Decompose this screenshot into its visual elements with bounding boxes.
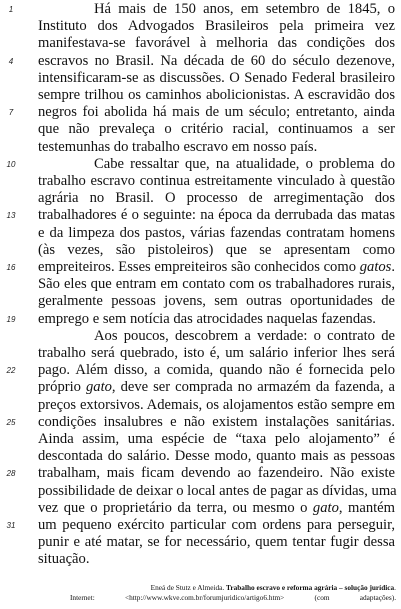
- text-segment: trabalho será quebrado, isto é, um salário inferior lhes será: [38, 345, 395, 361]
- text-segment: Aos poucos, descobrem a verdade: o contrato de: [94, 327, 395, 344]
- text-segment: condições insalubres e não existem instalações sanitárias.: [38, 413, 395, 430]
- line-text: [38, 551, 395, 568]
- citation-adapt-note: (com adaptações).: [314, 592, 397, 602]
- italic-term: gato: [85, 379, 112, 396]
- citation-authors: Eneá de Stutz e Almeida.: [150, 583, 225, 592]
- text-line: [0, 448, 401, 465]
- text-segment: intensificaram-se as discussões. O Senado Federal brasileiro: [38, 69, 395, 86]
- text-line: [0, 293, 401, 310]
- text-segment: um pequeno exército particular com ordens para perseguir,: [38, 517, 395, 533]
- line-text: [38, 121, 395, 138]
- citation-line-2: [70, 593, 396, 603]
- text-line: [0, 225, 401, 242]
- line-number: 7: [8, 108, 14, 118]
- line-text: [38, 70, 395, 87]
- text-line: [0, 431, 401, 448]
- text-segment: .: [391, 259, 395, 275]
- text-segment: Instituto dos Advogados Brasileiros pela primeira vez: [38, 18, 395, 35]
- text-line: [0, 500, 401, 517]
- italic-term: gatos: [359, 259, 392, 275]
- text-segment: emprego e sem notícia das atrocidades naquelas fazendas.: [38, 310, 376, 327]
- text-segment: possibilidade de deixar o local antes de pagar as dívidas, uma: [38, 482, 397, 499]
- line-text: [38, 431, 395, 448]
- text-segment: preços extorsivos. Ademais, os alojamentos estão sempre em: [38, 396, 395, 413]
- line-text: [38, 414, 395, 431]
- line-text: [38, 362, 395, 379]
- text-segment: Há mais de 150 anos, em setembro de 1845, o: [94, 1, 395, 17]
- line-number: 19: [6, 314, 16, 324]
- text-segment: punir e até matar, se for necessário, quem tentar fugir dessa: [38, 534, 395, 551]
- text-line: [0, 379, 401, 396]
- text-line: [0, 517, 401, 534]
- line-text: [38, 18, 395, 35]
- line-text: [38, 139, 395, 156]
- text-segment: Ainda assim, uma espécie de “taxa pelo alojamento” é: [38, 431, 395, 447]
- line-text: [38, 207, 395, 224]
- text-segment: pago. Além disso, a comida, quando não é fornecida pelo: [38, 362, 395, 379]
- text-segment: São eles que entram em contato com os trabalhadores rurais,: [38, 276, 395, 293]
- text-line: [0, 362, 401, 379]
- text-line: [0, 173, 401, 190]
- line-text: [38, 379, 395, 396]
- text-segment: trabalham, mais ficam devendo ao fazendeiro. Não existe: [38, 465, 395, 482]
- line-text: [38, 500, 395, 517]
- line-text: [38, 517, 395, 534]
- text-segment: geralmente pessoas jovens, sem outras oportunidades de: [38, 293, 395, 310]
- text-line: [0, 35, 401, 52]
- line-text: [38, 104, 395, 121]
- text-line: [0, 534, 401, 551]
- text-line: [0, 465, 401, 482]
- line-number: 28: [6, 469, 16, 479]
- line-text: [38, 87, 395, 104]
- text-segment: , deve ser comprada no armazém da fazenda, a: [111, 379, 395, 396]
- line-text: [38, 534, 395, 551]
- text-segment: testemunhas do trabalho escravo em nosso país.: [38, 138, 318, 155]
- line-number: 25: [6, 417, 16, 427]
- citation-url: <http://www.wkve.com.br/forumjuridico/artigo6.htm>: [124, 592, 285, 602]
- text-segment: agrária no Brasil. O processo de arregimentação dos: [38, 190, 395, 207]
- text-segment: , mantém: [338, 499, 395, 516]
- text-line: [0, 397, 401, 414]
- line-number: 1: [8, 5, 14, 14]
- text-line: [0, 53, 401, 70]
- citation-title-end: .: [394, 583, 396, 592]
- line-text: [38, 465, 395, 482]
- text-line: [0, 311, 401, 328]
- line-text: [38, 448, 395, 465]
- line-text: [38, 225, 395, 242]
- citation-line-1: [70, 583, 396, 593]
- line-text: [38, 293, 395, 310]
- text-line: [0, 207, 401, 224]
- text-line: [0, 104, 401, 121]
- text-line: [0, 190, 401, 207]
- text-line: [0, 328, 401, 345]
- line-number: 31: [6, 521, 16, 530]
- text-line: [0, 139, 401, 156]
- citation-title: Trabalho escravo e reforma agrária – solução jurídica: [226, 583, 395, 592]
- text-segment: próprio: [38, 379, 86, 396]
- text-segment: e da limpeza dos pastos, várias fazendas contratam homens: [38, 224, 395, 241]
- text-line: [0, 18, 401, 35]
- line-text: [38, 35, 395, 52]
- text-segment: situação.: [38, 551, 90, 568]
- text-segment: Cabe ressaltar que, na atualidade, o problema do: [94, 155, 395, 172]
- text-line: [0, 345, 401, 362]
- line-text: [38, 190, 395, 207]
- line-text: [38, 259, 395, 276]
- text-segment: (às vezes, são pistoleiros) que se apresentam como: [38, 241, 395, 258]
- text-line: [0, 1, 401, 18]
- citation-internet-label: Internet:: [70, 592, 95, 602]
- text-line: [0, 70, 401, 87]
- line-text: [38, 242, 395, 259]
- line-text: [38, 276, 395, 293]
- text-line: [0, 276, 401, 293]
- line-number: 13: [6, 211, 16, 221]
- line-text: [38, 1, 395, 18]
- text-segment: descontada do salário. Desse modo, quanto mais as pessoas: [38, 448, 395, 465]
- text-line: [0, 551, 401, 568]
- text-line: [0, 483, 401, 500]
- text-line: [0, 414, 401, 431]
- text-segment: sempre trilhou os caminhos abolicionistas. A escravidão dos: [38, 87, 395, 103]
- text-segment: que não prevaleça o critério racial, continuamos a ser: [38, 121, 395, 138]
- line-text: [38, 345, 395, 362]
- text-line: [0, 259, 401, 276]
- line-text: [38, 483, 395, 500]
- italic-term: gato: [312, 499, 339, 516]
- line-text: [38, 173, 395, 190]
- text-line: [0, 156, 401, 173]
- line-text: [38, 311, 395, 328]
- text-segment: vez que o proprietário da terra, ou mesmo o: [38, 499, 313, 516]
- line-text: [38, 156, 395, 173]
- text-line: [0, 121, 401, 138]
- source-citation: [70, 583, 396, 602]
- line-number: 4: [8, 56, 14, 66]
- text-segment: escravos no Brasil. Na década de 60 do século dezenove,: [38, 52, 395, 69]
- line-number: 22: [6, 366, 16, 376]
- text-segment: trabalho escravo continua estreitamente vinculado à questão: [38, 173, 395, 189]
- text-segment: negros foi abolida há mais de um século; entretanto, ainda: [38, 104, 395, 121]
- line-number: 10: [6, 159, 16, 169]
- line-number: 16: [6, 263, 16, 272]
- text-segment: trabalhadores é o seguinte: na época da derrubada das matas: [38, 207, 395, 224]
- text-segment: empreiteiros. Esses empreiteiros são conhecidos como: [38, 259, 360, 275]
- text-line: [0, 87, 401, 104]
- text-line: [0, 242, 401, 259]
- text-segment: manifestava-se favorável à melhoria das condições dos: [38, 35, 395, 52]
- line-text: [38, 53, 395, 70]
- line-text: [38, 397, 395, 414]
- line-text: [38, 328, 395, 345]
